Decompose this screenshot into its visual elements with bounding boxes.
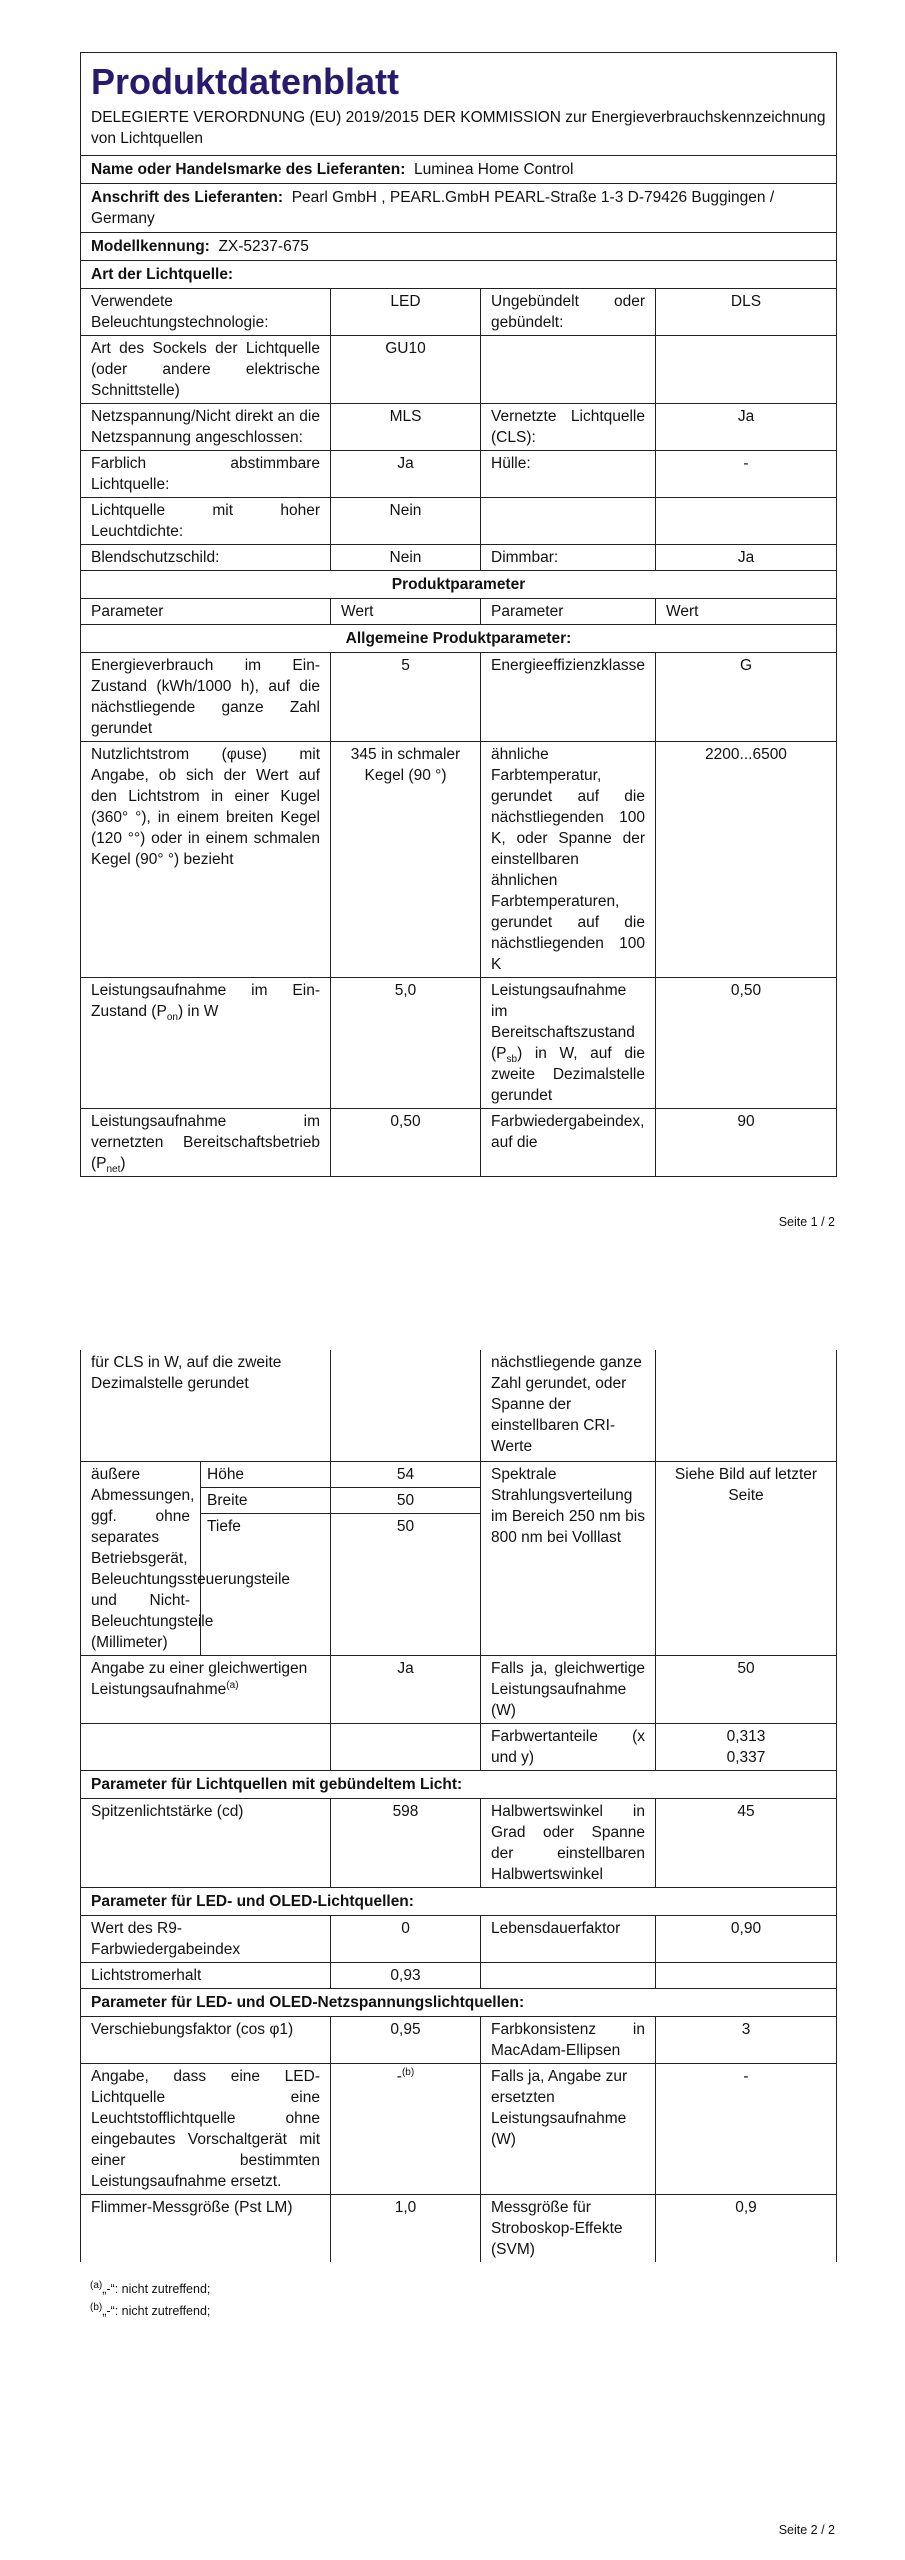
spectral-label: Spektrale Strahlungsverteilung im Bereich 250 nm bis 800 nm bei Volllast: [481, 1462, 656, 1655]
param-row: [81, 742, 836, 978]
param-label-2: Energieeffizienzklasse: [481, 653, 656, 741]
chroma-values: [656, 1724, 836, 1770]
light-source-label: Verwendete Beleuchtungstechnologie:: [81, 289, 331, 335]
macadam-value: 3: [741, 2021, 751, 2038]
replace-value: -$^{(b)}$: [331, 2064, 481, 2194]
cri-label: Farbwiedergabeindex, auf die: [481, 1109, 656, 1176]
cri-value: 90: [737, 1113, 755, 1130]
strobo-label: Messgröße für Stroboskop-Effekte (SVM): [481, 2195, 656, 2262]
p-net-label: Leistungsaufnahme im vernetzten Bereitschaftsbetrieb $(P_{net})$: [81, 1109, 331, 1176]
survival-label: Lebensdauerfaktor: [481, 1916, 656, 1962]
directional-header: Parameter für Lichtquellen mit gebündeltem Licht:: [91, 1776, 463, 1793]
power-on-row: [81, 978, 836, 1109]
beam-value: 45: [737, 1803, 755, 1820]
col-header-value: Wert: [331, 599, 481, 624]
light-source-label: Netzspannung/Nicht direkt an die Netzspannung angeschlossen:: [81, 404, 331, 450]
param-value-2: 2200...6500: [705, 746, 787, 763]
dimension-value: 50: [396, 1518, 415, 1535]
strobo-value: 0,9: [735, 2199, 757, 2216]
light-source-value-2: Ja: [737, 549, 755, 566]
dimension-row: [201, 1488, 480, 1514]
empty-cell: [656, 1350, 836, 1461]
regulation-text: DELEGIERTE VERORDNUNG (EU) 2019/2015 DER KOMMISSION zur Energieverbrauchskennzeichnung von Lichtquellen: [91, 109, 826, 147]
param-label-2: ähnliche Farbtemperatur, gerundet auf die nächstliegenden 100 K, oder Spanne der einstellbaren ähnlichen Farbtemperaturen, gerundet auf die nächstliegenden 100 K: [481, 742, 656, 977]
product-params-header: Produktparameter: [391, 576, 526, 593]
r9-value: 0: [331, 1916, 481, 1962]
peak-row: [81, 1799, 836, 1888]
col-header-parameter-2: Parameter: [481, 599, 656, 624]
light-source-row: [81, 404, 836, 451]
supplier-address-value: Pearl GmbH , PEARL.GmbH PEARL-Straße 1-3 D-79426 Buggingen / Germany: [91, 189, 775, 227]
light-source-label: Art des Sockels der Lichtquelle (oder andere elektrische Schnittstelle): [81, 336, 331, 403]
equiv-label: Angabe zu einer gleichwertigen Leistungsaufnahme$^{(a)}$: [81, 1656, 331, 1723]
r9-row: [81, 1916, 836, 1963]
dimension-value: 54: [396, 1466, 415, 1483]
dimension-row: [201, 1514, 480, 1655]
cos-value: 0,95: [331, 2017, 481, 2063]
dims-list: [201, 1462, 480, 1655]
dimensions-row: [81, 1462, 836, 1656]
cont-label-1: für CLS in W, auf die zweite Dezimalstelle gerundet: [81, 1350, 331, 1461]
page-number-2: Seite 2 / 2: [778, 2523, 835, 2537]
lumen-maint-value: 0,93: [331, 1963, 481, 1988]
light-source-value: Nein: [331, 498, 481, 544]
light-source-value: Nein: [331, 545, 481, 570]
replace-row: [81, 2064, 836, 2195]
empty-cell: [481, 1963, 656, 1988]
param-label: Energieverbrauch im Ein-Zustand (kWh/1000 h), auf die nächstliegende ganze Zahl gerundet: [81, 653, 331, 741]
replace-power-value: -: [743, 2068, 749, 2085]
light-source-label-2: [481, 336, 656, 403]
light-source-value-2: DLS: [730, 293, 762, 310]
dimension-row: [201, 1462, 480, 1488]
light-source-value: MLS: [331, 404, 481, 450]
model-row: [81, 233, 836, 260]
param-value: 5: [331, 653, 481, 741]
equiv-row: [81, 1656, 836, 1724]
chroma-label: Farbwertanteile (x und y): [481, 1724, 656, 1770]
led-header: Parameter für LED- und OLED-Lichtquellen:: [91, 1893, 414, 1910]
peak-label: Spitzenlichtstärke (cd): [81, 1799, 331, 1887]
light-source-label: Blendschutzschild:: [81, 545, 331, 570]
spectral-value: Siehe Bild auf letzter Seite: [674, 1466, 818, 1504]
light-source-label: Farblich abstimmbare Lichtquelle:: [81, 451, 331, 497]
light-source-value-2: [656, 498, 836, 544]
dimension-label: Höhe: [201, 1462, 331, 1487]
macadam-label: Farbkonsistenz in MacAdam-Ellipsen: [481, 2017, 656, 2063]
dimension-value: 50: [396, 1492, 415, 1509]
light-source-row: [81, 498, 836, 545]
chroma-y: 0,337: [726, 1749, 766, 1766]
supplier-name-row: [81, 156, 836, 183]
empty-cell: [81, 1724, 331, 1770]
equiv-value: Ja: [331, 1656, 481, 1723]
col-header-parameter: Parameter: [81, 599, 331, 624]
light-source-label: Lichtquelle mit hoher Leuchtdichte:: [81, 498, 331, 544]
lumen-maint-row: [81, 1963, 836, 1989]
beam-label: Halbwertswinkel in Grad oder Spanne der einstellbaren Halbwertswinkel: [481, 1799, 656, 1887]
supplier-name-label: Name oder Handelsmarke des Lieferanten:: [91, 161, 406, 178]
flicker-value: 1,0: [331, 2195, 481, 2262]
light-source-label-2: Hülle:: [481, 451, 656, 497]
light-source-label-2: Vernetzte Lichtquelle (CLS):: [481, 404, 656, 450]
light-source-row: [81, 545, 836, 571]
empty-cell: [331, 1350, 481, 1461]
chroma-x: 0,313: [726, 1728, 766, 1745]
flicker-row: [81, 2195, 836, 2262]
cont-label-2: nächstliegende ganze Zahl gerundet, oder Spanne der einstellbaren CRI-Werte: [481, 1350, 656, 1461]
light-source-row: [81, 289, 836, 336]
general-params-header: Allgemeine Produktparameter:: [345, 630, 572, 647]
supplier-name-value: Luminea Home Control: [414, 161, 574, 178]
p-sb-label: Leistungsaufnahme im Bereitschaftszustand $(P_{sb})$ in W, auf die zweite Dezimalstelle gerundet: [481, 978, 656, 1108]
mains-header: Parameter für LED- und OLED-Netzspannungslichtquellen:: [91, 1994, 525, 2011]
survival-value: 0,90: [730, 1920, 762, 1937]
param-value-2: G: [739, 657, 753, 674]
page-1: [0, 0, 905, 1245]
datasheet-table-2: [80, 1350, 837, 2262]
replace-label: Angabe, dass eine LED-Lichtquelle eine Leuchtstofflichtquelle ohne eingebautes Vorschaltgerät mit einer bestimmten Leistungsaufnahme ersetzt.: [81, 2064, 331, 2194]
page-title: Produktdatenblatt: [91, 61, 400, 102]
dimension-label: Tiefe: [201, 1514, 331, 1655]
cos-label: Verschiebungsfaktor (cos φ1): [81, 2017, 331, 2063]
light-source-value: GU10: [331, 336, 481, 403]
continuation-row: [81, 1350, 836, 1462]
dimension-label: Breite: [201, 1488, 331, 1513]
light-source-value-2: -: [743, 455, 749, 472]
light-source-value: LED: [331, 289, 481, 335]
light-source-row: [81, 336, 836, 404]
light-source-label-2: Dimmbar:: [481, 545, 656, 570]
dims-label: äußere Abmessungen, ggf. ohne separates Betriebsgerät, Beleuchtungssteuerungsteile und Nicht-Beleuchtungsteile (Millimeter): [81, 1462, 201, 1655]
chroma-row: [81, 1724, 836, 1771]
light-source-value-2: [656, 336, 836, 403]
light-source-row: [81, 451, 836, 498]
page-number-1: Seite 1 / 2: [778, 1215, 835, 1229]
equiv-power-value: 50: [737, 1660, 755, 1677]
light-source-value: Ja: [331, 451, 481, 497]
r9-label: Wert des R9-Farbwiedergabeindex: [81, 1916, 331, 1962]
p-net-value: 0,50: [331, 1109, 481, 1176]
power-net-row: [81, 1109, 836, 1176]
footnote-a: $^{(a)}$„-“: nicht zutreffend;: [90, 2279, 211, 2296]
param-value: 345 in schmaler Kegel (90 °): [331, 742, 481, 977]
p-on-value: 5,0: [331, 978, 481, 1108]
cos-row: [81, 2017, 836, 2064]
supplier-address-label: Anschrift des Lieferanten:: [91, 189, 284, 206]
col-header-value-2: Wert: [666, 603, 699, 620]
light-source-label-2: [481, 498, 656, 544]
param-row: [81, 653, 836, 742]
datasheet-table-1: [80, 52, 837, 1177]
p-on-label: Leistungsaufnahme im Ein-Zustand $(P_{on})$ in W: [81, 978, 331, 1108]
light-source-type-header: Art der Lichtquelle:: [91, 266, 234, 283]
equiv-power-label: Falls ja, gleichwertige Leistungsaufnahme (W): [481, 1656, 656, 1723]
supplier-address-row: [81, 184, 836, 232]
replace-power-label: Falls ja, Angabe zur ersetzten Leistungsaufnahme (W): [481, 2064, 656, 2194]
footnote-b: $^{(b)}$„-“: nicht zutreffend;: [90, 2301, 211, 2318]
peak-value: 598: [331, 1799, 481, 1887]
lumen-maint-label: Lichtstromerhalt: [81, 1963, 331, 1988]
param-label: Nutzlichtstrom (φuse) mit Angabe, ob sich der Wert auf den Lichtstrom in einer Kugel (360° °), in einem breiten Kegel (120 °°) oder in einem schmalen Kegel (90° °) bezieht: [81, 742, 331, 977]
flicker-label: Flimmer-Messgröße (Pst LM): [81, 2195, 331, 2262]
p-sb-value: 0,50: [730, 982, 762, 999]
dims-block: [81, 1462, 481, 1655]
light-source-value-2: Ja: [737, 408, 755, 425]
light-source-label-2: Ungebündelt oder gebündelt:: [481, 289, 656, 335]
page-2: [0, 1320, 905, 2560]
empty-cell: [656, 1963, 836, 1988]
model-label: Modellkennung:: [91, 238, 210, 255]
empty-cell: [331, 1724, 481, 1770]
model-value: ZX-5237-675: [218, 238, 309, 255]
